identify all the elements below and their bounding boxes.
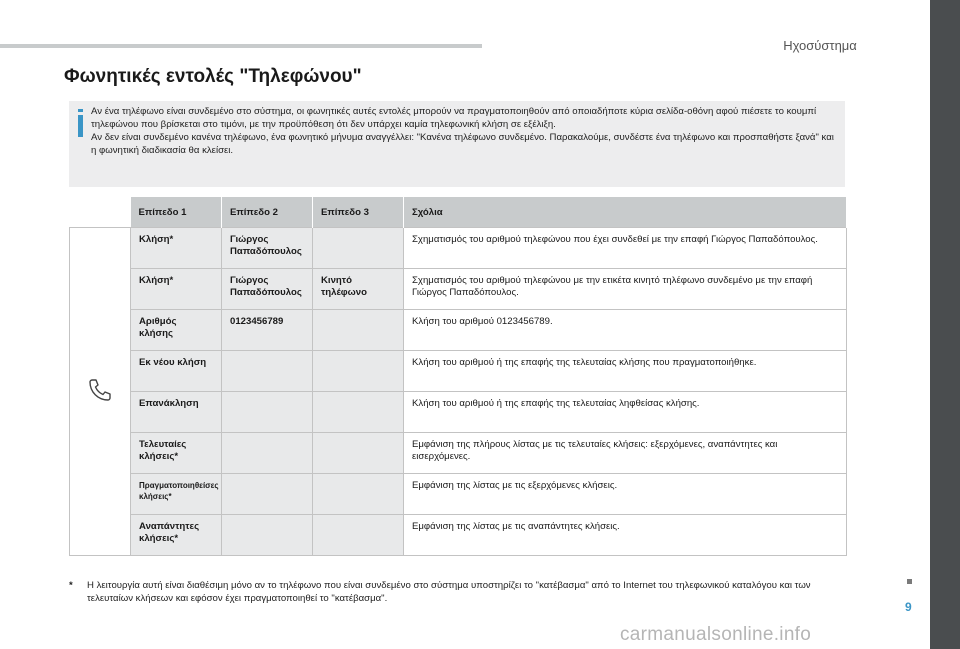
cell-comment: Κλήση του αριθμού ή της επαφής της τελευταίας κλήσης που πραγματοποιήθηκε. xyxy=(404,351,847,392)
header-rule xyxy=(0,44,482,48)
footnote-marker: * xyxy=(69,580,73,591)
table-header-row xyxy=(70,197,847,228)
cell-level-1: Αναπάντητες κλήσεις* xyxy=(131,515,222,556)
watermark: carmanualsonline.info xyxy=(620,624,812,645)
page-number: 9 xyxy=(905,600,912,614)
phone-icon-cell xyxy=(70,228,131,556)
cell-level-2 xyxy=(222,433,313,474)
cell-comment: Σχηματισμός του αριθμού τηλεφώνου με την ετικέτα κινητό τηλέφωνο συνδεμένο με την επαφή Γιώργος Παπαδόπουλος. xyxy=(404,269,847,310)
note-line-1: Αν ένα τηλέφωνο είναι συνδεμένο στο σύστημα, οι φωνητικές αυτές εντολές μπορούν να πραγματοποιηθούν από οποιαδήποτε κύρια σελίδα-οθόνη αφού πιέσετε το κουμπί τηλεφώνου που βρίσκεται στο τιμόνι, με την προϋπόθεση ότι δεν υπάρχει καμία τηλεφωνική κλήση σε εξέλιξη. xyxy=(91,106,817,130)
phone-icon xyxy=(86,376,114,404)
cell-level-1: Πραγματοποιηθείσες κλήσεις* xyxy=(131,474,222,515)
cell-level-1: Εκ νέου κλήση xyxy=(131,351,222,392)
table-row xyxy=(70,269,847,310)
info-note xyxy=(69,101,845,187)
side-tab-bar xyxy=(930,0,960,649)
cell-level-2: Γιώργος Παπαδόπουλος xyxy=(222,269,313,310)
cell-level-2 xyxy=(222,474,313,515)
cell-level-2 xyxy=(222,392,313,433)
cell-comment: Εμφάνιση της πλήρους λίστας με τις τελευταίες κλήσεις: εξερχόμενες, αναπάντητες και εισερχόμενες. xyxy=(404,433,847,474)
cell-comment: Σχηματισμός του αριθμού τηλεφώνου που έχει συνδεθεί με την επαφή Γιώργος Παπαδόπουλος. xyxy=(404,228,847,269)
section-title: Ηχοσύστημα xyxy=(783,38,857,53)
table-row xyxy=(70,310,847,351)
cell-comment: Κλήση του αριθμού 0123456789. xyxy=(404,310,847,351)
info-icon xyxy=(78,109,83,139)
cell-comment: Εμφάνιση της λίστας με τις εξερχόμενες κλήσεις. xyxy=(404,474,847,515)
cell-level-1: Τελευταίες κλήσεις* xyxy=(131,433,222,474)
page-title: Φωνητικές εντολές "Τηλεφώνου" xyxy=(64,66,362,87)
cell-level-2 xyxy=(222,515,313,556)
table-row xyxy=(70,351,847,392)
cell-level-3 xyxy=(313,351,404,392)
cell-level-3: Κινητό τηλέφωνο xyxy=(313,269,404,310)
cell-level-2: Γιώργος Παπαδόπουλος xyxy=(222,228,313,269)
cell-level-2 xyxy=(222,351,313,392)
cell-level-3 xyxy=(313,515,404,556)
note-line-2: Αν δεν είναι συνδεμένο κανένα τηλέφωνο, ένα φωνητικό μήνυμα αναγγέλλει: "Κανένα τηλέφωνο συνδεμένο. Παρακαλούμε, συνδέστε ένα τηλέφωνο και προσπαθήστε ξανά" και η φωνητική διαδικασία θα κλείσει. xyxy=(91,132,834,156)
cell-level-2: 0123456789 xyxy=(222,310,313,351)
cell-level-3 xyxy=(313,392,404,433)
cell-comment: Κλήση του αριθμού ή της επαφής της τελευταίας ληφθείσας κλήσης. xyxy=(404,392,847,433)
table-row xyxy=(70,433,847,474)
table-row xyxy=(70,515,847,556)
cell-level-3 xyxy=(313,433,404,474)
cell-comment: Εμφάνιση της λίστας με τις αναπάντητες κλήσεις. xyxy=(404,515,847,556)
header-level-1: Επίπεδο 1 xyxy=(131,197,222,228)
cell-level-3 xyxy=(313,474,404,515)
page-marker xyxy=(907,579,912,584)
cell-level-1: Κλήση* xyxy=(131,269,222,310)
cell-level-3 xyxy=(313,228,404,269)
cell-level-3 xyxy=(313,310,404,351)
table-row xyxy=(70,474,847,515)
cell-level-1: Κλήση* xyxy=(131,228,222,269)
table-row xyxy=(70,392,847,433)
voice-commands-table xyxy=(69,197,847,556)
cell-level-1: Αριθμός κλήσης xyxy=(131,310,222,351)
cell-level-1: Επανάκληση xyxy=(131,392,222,433)
header-comments: Σχόλια xyxy=(404,197,847,228)
table-row xyxy=(70,228,847,269)
header-level-3: Επίπεδο 3 xyxy=(313,197,404,228)
footnote-text: Η λειτουργία αυτή είναι διαθέσιμη μόνο αν το τηλέφωνο που είναι συνδεμένο στο σύστημα υποστηρίζει το "κατέβασμα" από το Internet του τηλεφωνικού καταλόγου και των τελευταίων κλήσεων και εφόσον έχει πραγματοποιηθεί το "κατέβασμα". xyxy=(87,580,811,604)
header-level-2: Επίπεδο 2 xyxy=(222,197,313,228)
